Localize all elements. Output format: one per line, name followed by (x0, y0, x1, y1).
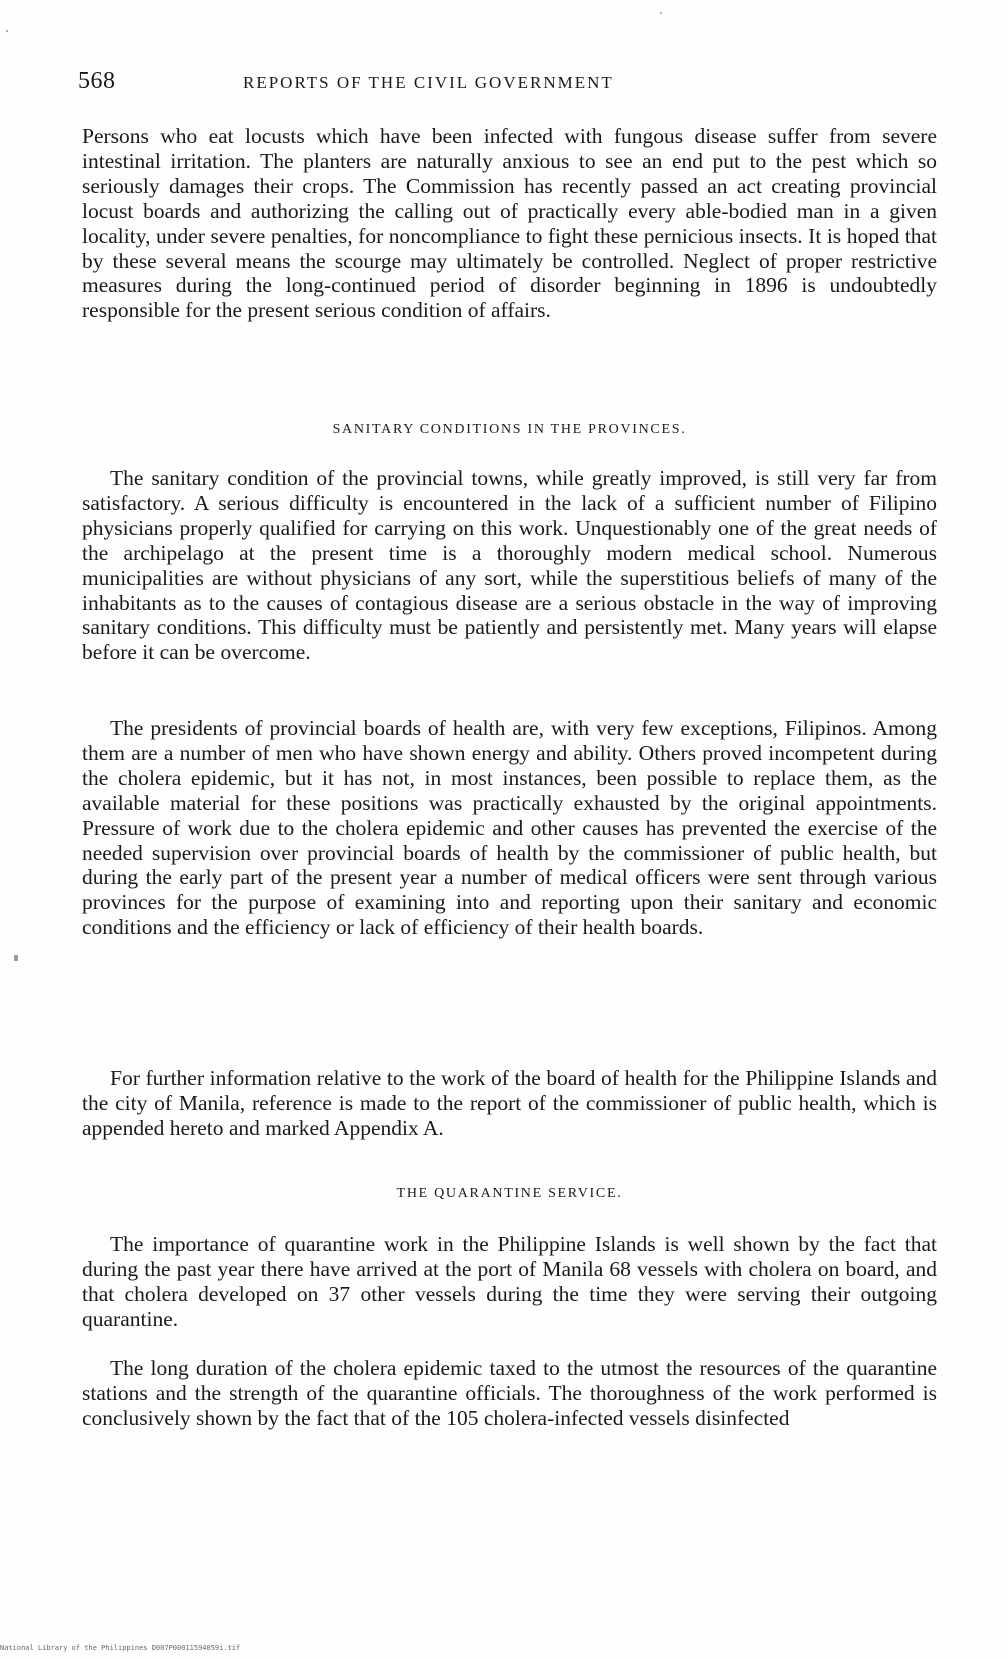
heading-sanitary-conditions: SANITARY CONDITIONS IN THE PROVINCES. (332, 422, 687, 437)
page-number: 568 (78, 68, 116, 94)
paragraph-locust-pest: Persons who eat locusts which have been infected with fungous disease suffer from severe intestinal irritation. The planters are naturally anxious to see an end put to the pest which so seriously damages their crops. The Commission has recently passed an act creating provincial locust boards and authorizing the calling out of practically every able-bodied man in a given locality, under severe penalties, for noncompliance to fight these pernicious insects. It is hoped that by these several means the scourge may ultimately be controlled. Neglect of proper restrictive measures during the long-continued period of disorder beginning in 1896 is undoubtedly responsible for the present serious condition of affairs. (82, 124, 937, 323)
paper-speck (660, 12, 662, 14)
heading-quarantine-service: THE QUARANTINE SERVICE. (396, 1186, 623, 1201)
paragraph-further-information: For further information relative to the work of the board of health for the Philippine Islands and the city of Manila, reference is made to the report of the commissioner of public health, which is appended hereto and marked Appendix A. (82, 1066, 937, 1140)
running-head: REPORTS OF THE CIVIL GOVERNMENT (243, 73, 614, 92)
paper-speck (14, 955, 18, 961)
scan-footer: National Library of the Philippines D007P00011594059i.tif (0, 1644, 241, 1652)
paragraph-provincial-boards: The presidents of provincial boards of health are, with very few exceptions, Filipinos. Among them are a number of men who have shown energy and ability. Others proved incompetent during the cholera epidemic, but it has not, in most instances, been possible to replace them, as the available material for these positions was practically exhausted by the original appointments. Pressure of work due to the cholera epidemic and other causes has prevented the exercise of the needed supervision over provincial boards of health by the commissioner of public health, but during the early part of the present year a number of medical officers were sent through various provinces for the purpose of examining into and reporting upon their sanitary and economic conditions and the efficiency or lack of efficiency of their health boards. (82, 716, 937, 940)
paragraph-sanitary-condition: The sanitary condition of the provincial towns, while greatly improved, is still very far from satisfactory. A serious difficulty is encountered in the lack of a sufficient number of Filipino physicians properly qualified for carrying on this work. Unquestionably one of the great needs of the archipelago at the present time is a thoroughly modern medical school. Numerous municipalities are without physicians of any sort, while the superstitious beliefs of many of the inhabitants as to the causes of contagious disease are a serious obstacle in the way of improving sanitary conditions. This difficulty must be patiently and persistently met. Many years will elapse before it can be overcome. (82, 466, 937, 665)
paragraph-quarantine-importance: The importance of quarantine work in the Philippine Islands is well shown by the fact that during the past year there have arrived at the port of Manila 68 vessels with cholera on board, and that cholera developed on 37 other vessels during the time they were serving their outgoing quarantine. (82, 1232, 937, 1331)
page-header (78, 68, 938, 102)
paragraph-cholera-epidemic: The long duration of the cholera epidemic taxed to the utmost the resources of the quarantine stations and the strength of the quarantine officials. The thoroughness of the work performed is conclusively shown by the fact that of the 105 cholera-infected vessels disinfected (82, 1356, 937, 1430)
paper-speck (6, 30, 8, 32)
